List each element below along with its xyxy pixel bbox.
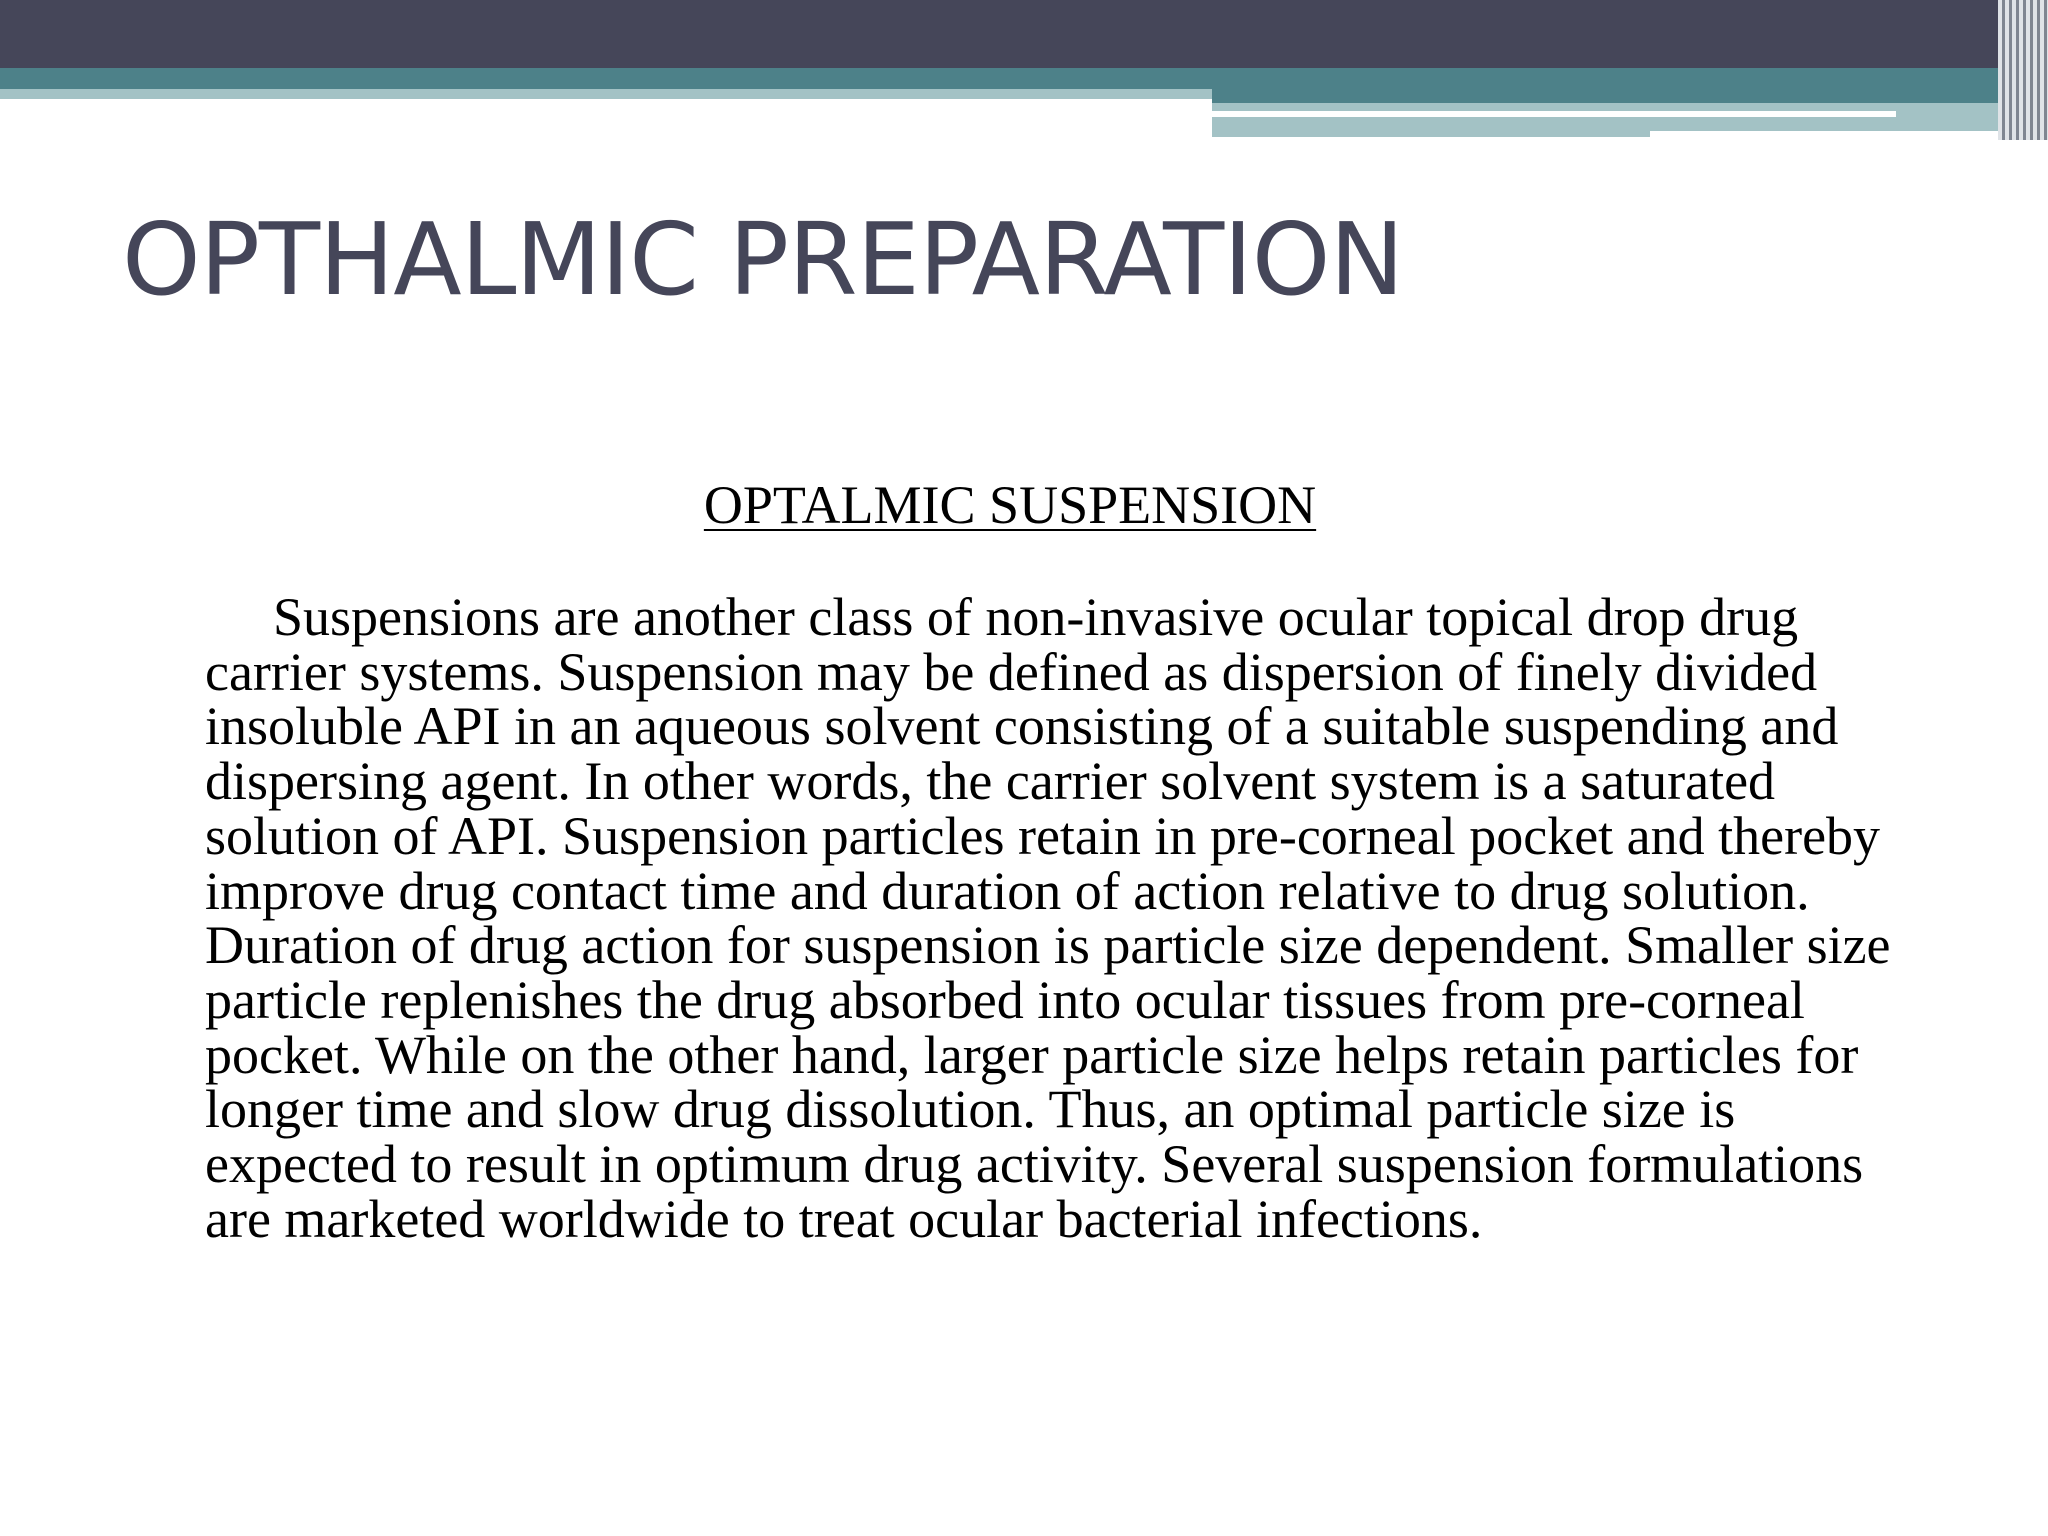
header-band-light-left bbox=[0, 89, 1212, 99]
header-band-dark bbox=[0, 0, 2048, 68]
header-band-teal-right bbox=[1212, 89, 2048, 103]
slide-title: OPTHALMIC PREPARATION bbox=[122, 201, 1404, 318]
header-stripes-decoration bbox=[1998, 0, 2048, 140]
content-box bbox=[205, 470, 1925, 1249]
header-divider-line-short bbox=[1650, 131, 2048, 137]
body-paragraph: Suspensions are another class of non-invasive ocular topical drop drug carrier systems. Suspension may be defined as dispersion of finely divided insoluble API in an aqueous solvent consisting of a suitable suspending and dispersing agent. In other words, the carrier solvent system is a saturated solution of API. Suspension particles retain in pre-corneal pocket and thereby improve drug contact time and duration of action relative to drug solution. Duration of drug action for suspension is particle size dependent. Smaller size particle replenishes the drug absorbed into ocular tissues from pre-corneal pocket. While on the other hand, larger particle size helps retain particles for longer time and slow drug dissolution. Thus, an optimal particle size is expected to result in optimum drug activity. Several suspension formulations are marketed worldwide to treat ocular bacterial infections. bbox=[205, 587, 1891, 1249]
header-band-teal bbox=[0, 68, 2048, 89]
section-heading: OPTALMIC SUSPENSION bbox=[703, 475, 1317, 535]
header-divider-line bbox=[1212, 111, 1896, 117]
